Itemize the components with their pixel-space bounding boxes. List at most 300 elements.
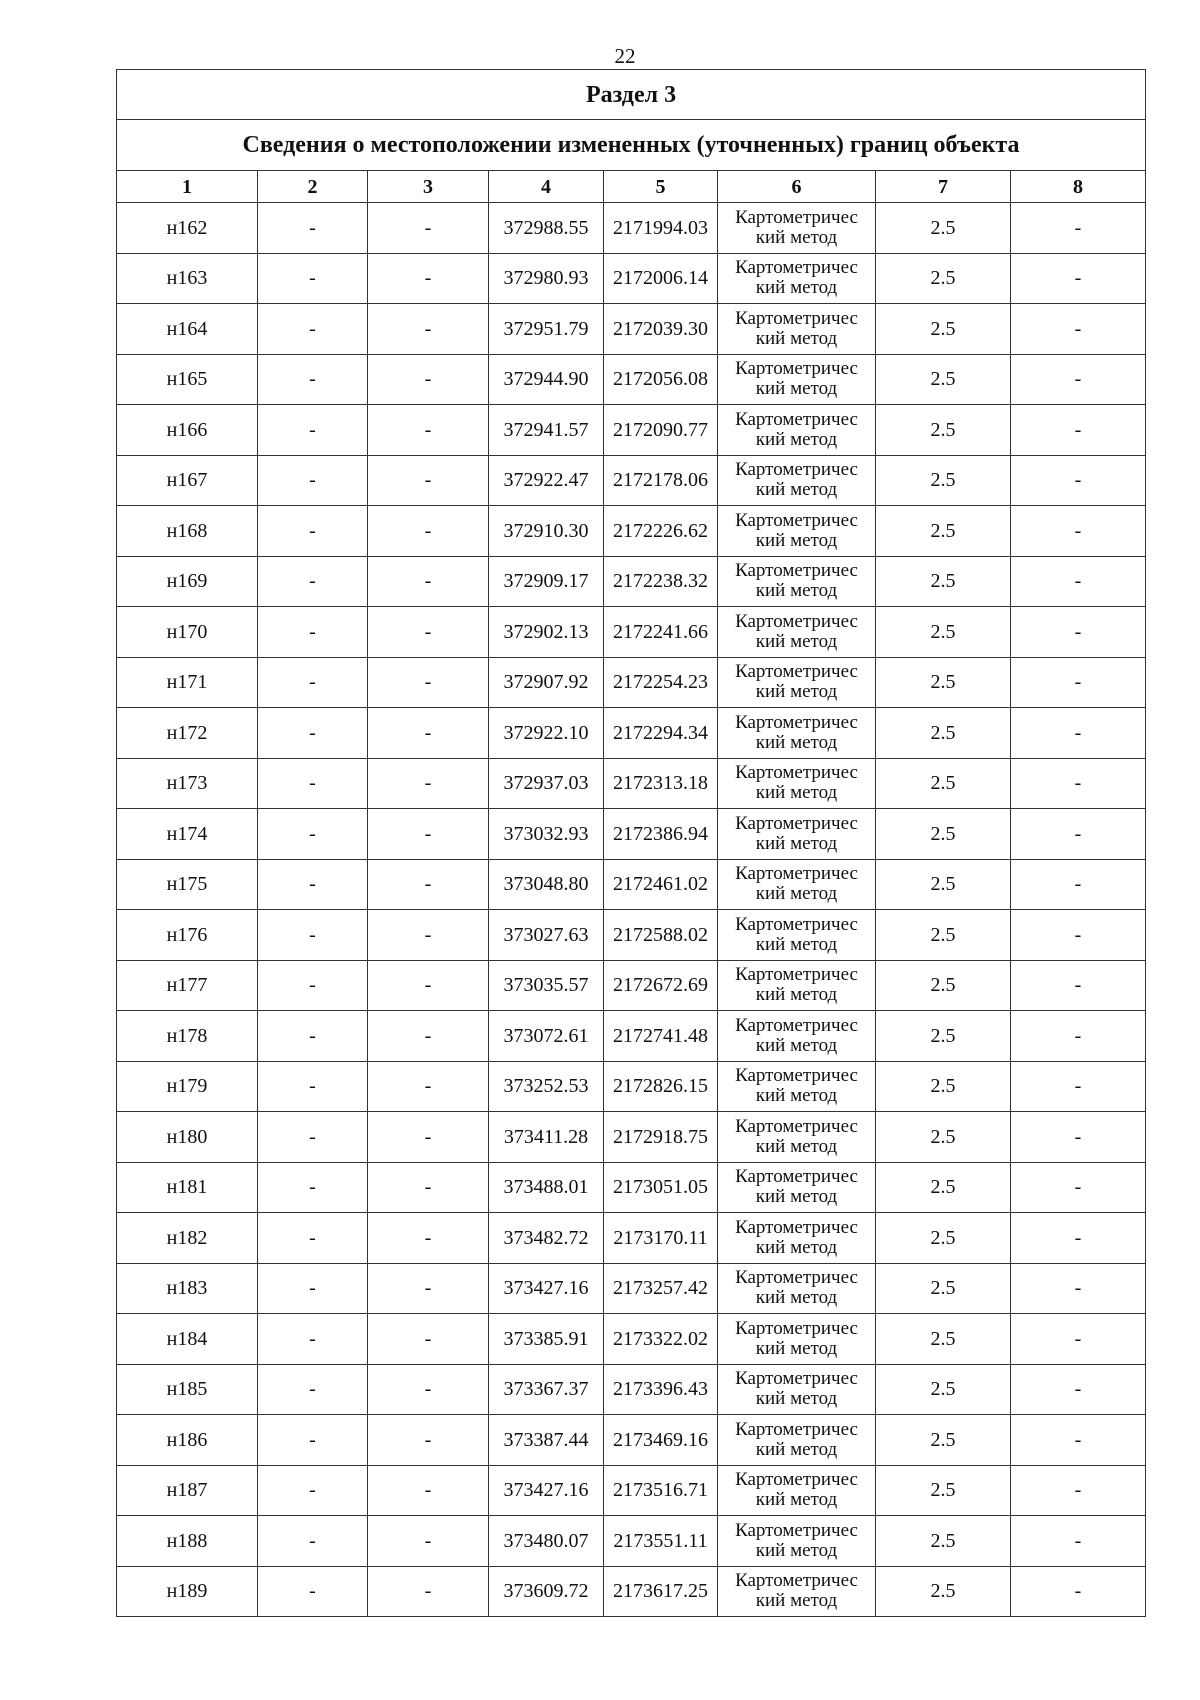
col8-cell: -: [1011, 354, 1146, 405]
accuracy-cell: 2.5: [876, 910, 1011, 961]
col2-cell: -: [258, 960, 368, 1011]
table-row: [117, 1314, 1146, 1365]
x-coordinate-cell: 373252.53: [489, 1061, 604, 1112]
accuracy-cell: 2.5: [876, 1566, 1011, 1617]
col8-cell: -: [1011, 910, 1146, 961]
col8-cell: -: [1011, 1112, 1146, 1163]
method-text-line: кий метод: [755, 1034, 838, 1056]
section-heading-row: [117, 70, 1146, 120]
col3-cell: -: [368, 1263, 489, 1314]
point-number-cell: н183: [117, 1263, 258, 1314]
table-row: [117, 354, 1146, 405]
x-coordinate-cell: 373609.72: [489, 1566, 604, 1617]
y-coordinate-cell: 2173551.11: [604, 1516, 718, 1567]
point-number-cell: н169: [117, 556, 258, 607]
col8-cell: -: [1011, 708, 1146, 759]
col2-cell: -: [258, 1263, 368, 1314]
column-header: 1: [117, 171, 258, 203]
col3-cell: -: [368, 1213, 489, 1264]
method-text-line: кий метод: [755, 883, 838, 905]
col3-cell: -: [368, 1415, 489, 1466]
column-header: 7: [876, 171, 1011, 203]
x-coordinate-cell: 372909.17: [489, 556, 604, 607]
y-coordinate-cell: 2172254.23: [604, 657, 718, 708]
x-coordinate-cell: 372980.93: [489, 253, 604, 304]
y-coordinate-cell: 2173617.25: [604, 1566, 718, 1617]
col3-cell: -: [368, 304, 489, 355]
x-coordinate-cell: 373385.91: [489, 1314, 604, 1365]
x-coordinate-cell: 373482.72: [489, 1213, 604, 1264]
method-text-line: кий метод: [755, 479, 838, 501]
section-title: Раздел 3: [117, 70, 1146, 120]
accuracy-cell: 2.5: [876, 253, 1011, 304]
table-row: [117, 1213, 1146, 1264]
table-row: [117, 758, 1146, 809]
table-row: [117, 657, 1146, 708]
accuracy-cell: 2.5: [876, 556, 1011, 607]
point-number-cell: н166: [117, 405, 258, 456]
col2-cell: -: [258, 809, 368, 860]
y-coordinate-cell: 2173396.43: [604, 1364, 718, 1415]
method-cell: [718, 960, 876, 1011]
method-text-line: Картометричес: [735, 1317, 858, 1339]
method-text-line: Картометричес: [735, 1065, 858, 1087]
accuracy-cell: 2.5: [876, 708, 1011, 759]
method-text-line: кий метод: [755, 1135, 838, 1157]
point-number-cell: н163: [117, 253, 258, 304]
col2-cell: -: [258, 253, 368, 304]
method-cell: [718, 506, 876, 557]
method-cell: [718, 1263, 876, 1314]
method-text-line: Картометричес: [735, 863, 858, 885]
method-text-line: Картометричес: [735, 1166, 858, 1188]
method-text-line: Картометричес: [735, 1570, 858, 1592]
method-text-line: Картометричес: [735, 1368, 858, 1390]
method-text-line: кий метод: [755, 1337, 838, 1359]
table-row: [117, 960, 1146, 1011]
col3-cell: -: [368, 1364, 489, 1415]
col3-cell: -: [368, 203, 489, 254]
y-coordinate-cell: 2172672.69: [604, 960, 718, 1011]
method-text-line: кий метод: [755, 378, 838, 400]
table-row: [117, 1465, 1146, 1516]
method-cell: [718, 1566, 876, 1617]
method-cell: [718, 607, 876, 658]
point-number-cell: н165: [117, 354, 258, 405]
col3-cell: -: [368, 354, 489, 405]
table-row: [117, 304, 1146, 355]
point-number-cell: н178: [117, 1011, 258, 1062]
column-header: 3: [368, 171, 489, 203]
accuracy-cell: 2.5: [876, 1415, 1011, 1466]
table-row: [117, 1011, 1146, 1062]
point-number-cell: н173: [117, 758, 258, 809]
method-text-line: кий метод: [755, 731, 838, 753]
y-coordinate-cell: 2173170.11: [604, 1213, 718, 1264]
col8-cell: -: [1011, 506, 1146, 557]
point-number-cell: н188: [117, 1516, 258, 1567]
column-header: 6: [718, 171, 876, 203]
y-coordinate-cell: 2172226.62: [604, 506, 718, 557]
accuracy-cell: 2.5: [876, 1465, 1011, 1516]
table-row: [117, 1364, 1146, 1415]
accuracy-cell: 2.5: [876, 809, 1011, 860]
method-cell: [718, 455, 876, 506]
accuracy-cell: 2.5: [876, 758, 1011, 809]
col8-cell: -: [1011, 657, 1146, 708]
y-coordinate-cell: 2172006.14: [604, 253, 718, 304]
accuracy-cell: 2.5: [876, 1162, 1011, 1213]
method-text-line: Картометричес: [735, 307, 858, 329]
table-row: [117, 405, 1146, 456]
x-coordinate-cell: 373488.01: [489, 1162, 604, 1213]
method-text-line: кий метод: [755, 1085, 838, 1107]
method-cell: [718, 1061, 876, 1112]
method-cell: [718, 657, 876, 708]
method-text-line: Картометричес: [735, 459, 858, 481]
table-title-row: [117, 120, 1146, 171]
col2-cell: -: [258, 1061, 368, 1112]
col2-cell: -: [258, 607, 368, 658]
method-text-line: Картометричес: [735, 610, 858, 632]
col2-cell: -: [258, 1415, 368, 1466]
col2-cell: -: [258, 657, 368, 708]
col8-cell: -: [1011, 960, 1146, 1011]
col2-cell: -: [258, 455, 368, 506]
x-coordinate-cell: 372922.10: [489, 708, 604, 759]
point-number-cell: н162: [117, 203, 258, 254]
accuracy-cell: 2.5: [876, 607, 1011, 658]
column-number-row: [117, 171, 1146, 203]
col8-cell: -: [1011, 1465, 1146, 1516]
col2-cell: -: [258, 304, 368, 355]
x-coordinate-cell: 373072.61: [489, 1011, 604, 1062]
y-coordinate-cell: 2172918.75: [604, 1112, 718, 1163]
method-text-line: Картометричес: [735, 913, 858, 935]
x-coordinate-cell: 373427.16: [489, 1263, 604, 1314]
point-number-cell: н179: [117, 1061, 258, 1112]
method-text-line: Картометричес: [735, 257, 858, 279]
method-text-line: кий метод: [755, 832, 838, 854]
col3-cell: -: [368, 1516, 489, 1567]
y-coordinate-cell: 2172461.02: [604, 859, 718, 910]
col2-cell: -: [258, 556, 368, 607]
y-coordinate-cell: 2172178.06: [604, 455, 718, 506]
method-cell: [718, 1465, 876, 1516]
col2-cell: -: [258, 203, 368, 254]
col8-cell: -: [1011, 1061, 1146, 1112]
col3-cell: -: [368, 405, 489, 456]
point-number-cell: н171: [117, 657, 258, 708]
point-number-cell: н184: [117, 1314, 258, 1365]
col2-cell: -: [258, 354, 368, 405]
table-row: [117, 506, 1146, 557]
x-coordinate-cell: 372951.79: [489, 304, 604, 355]
point-number-cell: н185: [117, 1364, 258, 1415]
method-text-line: кий метод: [755, 681, 838, 703]
point-number-cell: н172: [117, 708, 258, 759]
col3-cell: -: [368, 1314, 489, 1365]
y-coordinate-cell: 2173051.05: [604, 1162, 718, 1213]
accuracy-cell: 2.5: [876, 1364, 1011, 1415]
point-number-cell: н167: [117, 455, 258, 506]
method-text-line: кий метод: [755, 933, 838, 955]
col3-cell: -: [368, 708, 489, 759]
method-text-line: кий метод: [755, 1388, 838, 1410]
table-row: [117, 1516, 1146, 1567]
method-text-line: Картометричес: [735, 1469, 858, 1491]
col2-cell: -: [258, 910, 368, 961]
table-row: [117, 809, 1146, 860]
method-text-line: кий метод: [755, 327, 838, 349]
table-row: [117, 708, 1146, 759]
y-coordinate-cell: 2173516.71: [604, 1465, 718, 1516]
method-text-line: Картометричес: [735, 1216, 858, 1238]
accuracy-cell: 2.5: [876, 304, 1011, 355]
col2-cell: -: [258, 1566, 368, 1617]
col8-cell: -: [1011, 1162, 1146, 1213]
col2-cell: -: [258, 1516, 368, 1567]
col8-cell: -: [1011, 1566, 1146, 1617]
accuracy-cell: 2.5: [876, 203, 1011, 254]
y-coordinate-cell: 2172241.66: [604, 607, 718, 658]
method-text-line: Картометричес: [735, 812, 858, 834]
col3-cell: -: [368, 253, 489, 304]
col2-cell: -: [258, 1465, 368, 1516]
x-coordinate-cell: 373480.07: [489, 1516, 604, 1567]
y-coordinate-cell: 2172313.18: [604, 758, 718, 809]
method-text-line: Картометричес: [735, 560, 858, 582]
y-coordinate-cell: 2173257.42: [604, 1263, 718, 1314]
col2-cell: -: [258, 1364, 368, 1415]
method-cell: [718, 556, 876, 607]
x-coordinate-cell: 373411.28: [489, 1112, 604, 1163]
col8-cell: -: [1011, 203, 1146, 254]
method-text-line: Картометричес: [735, 1014, 858, 1036]
method-text-line: Картометричес: [735, 358, 858, 380]
method-cell: [718, 1415, 876, 1466]
col8-cell: -: [1011, 455, 1146, 506]
method-text-line: кий метод: [755, 782, 838, 804]
col8-cell: -: [1011, 1263, 1146, 1314]
column-header: 2: [258, 171, 368, 203]
col2-cell: -: [258, 1314, 368, 1365]
table-row: [117, 607, 1146, 658]
method-cell: [718, 1516, 876, 1567]
method-cell: [718, 1011, 876, 1062]
point-number-cell: н176: [117, 910, 258, 961]
x-coordinate-cell: 373032.93: [489, 809, 604, 860]
method-cell: [718, 354, 876, 405]
accuracy-cell: 2.5: [876, 354, 1011, 405]
col8-cell: -: [1011, 1213, 1146, 1264]
x-coordinate-cell: 372910.30: [489, 506, 604, 557]
table-row: [117, 203, 1146, 254]
col2-cell: -: [258, 1162, 368, 1213]
y-coordinate-cell: 2172090.77: [604, 405, 718, 456]
accuracy-cell: 2.5: [876, 1061, 1011, 1112]
col3-cell: -: [368, 455, 489, 506]
x-coordinate-cell: 372902.13: [489, 607, 604, 658]
y-coordinate-cell: 2172238.32: [604, 556, 718, 607]
method-cell: [718, 405, 876, 456]
method-text-line: Картометричес: [735, 1267, 858, 1289]
point-number-cell: н175: [117, 859, 258, 910]
col2-cell: -: [258, 859, 368, 910]
point-number-cell: н164: [117, 304, 258, 355]
accuracy-cell: 2.5: [876, 1011, 1011, 1062]
col2-cell: -: [258, 758, 368, 809]
point-number-cell: н168: [117, 506, 258, 557]
point-number-cell: н187: [117, 1465, 258, 1516]
table-row: [117, 253, 1146, 304]
method-cell: [718, 1364, 876, 1415]
boundary-coordinates-table: [116, 69, 1146, 1617]
method-text-line: кий метод: [755, 1438, 838, 1460]
col3-cell: -: [368, 1465, 489, 1516]
method-cell: [718, 758, 876, 809]
accuracy-cell: 2.5: [876, 960, 1011, 1011]
col3-cell: -: [368, 1112, 489, 1163]
table-title: Сведения о местоположении измененных (уточненных) границ объекта: [117, 120, 1146, 171]
col3-cell: -: [368, 758, 489, 809]
method-text-line: кий метод: [755, 630, 838, 652]
accuracy-cell: 2.5: [876, 657, 1011, 708]
table-row: [117, 910, 1146, 961]
accuracy-cell: 2.5: [876, 1314, 1011, 1365]
method-text-line: Картометричес: [735, 711, 858, 733]
method-text-line: кий метод: [755, 984, 838, 1006]
column-header: 4: [489, 171, 604, 203]
y-coordinate-cell: 2171994.03: [604, 203, 718, 254]
x-coordinate-cell: 372907.92: [489, 657, 604, 708]
method-cell: [718, 1162, 876, 1213]
col3-cell: -: [368, 556, 489, 607]
page-number: 22: [614, 44, 636, 68]
method-cell: [718, 1112, 876, 1163]
col3-cell: -: [368, 1061, 489, 1112]
method-text-line: Картометричес: [735, 206, 858, 228]
col2-cell: -: [258, 708, 368, 759]
col8-cell: -: [1011, 304, 1146, 355]
table-row: [117, 1061, 1146, 1112]
point-number-cell: н186: [117, 1415, 258, 1466]
col8-cell: -: [1011, 809, 1146, 860]
y-coordinate-cell: 2172741.48: [604, 1011, 718, 1062]
method-text-line: Картометричес: [735, 1418, 858, 1440]
y-coordinate-cell: 2172826.15: [604, 1061, 718, 1112]
col2-cell: -: [258, 506, 368, 557]
col8-cell: -: [1011, 1415, 1146, 1466]
table-row: [117, 1566, 1146, 1617]
point-number-cell: н180: [117, 1112, 258, 1163]
col3-cell: -: [368, 859, 489, 910]
col2-cell: -: [258, 1011, 368, 1062]
method-cell: [718, 910, 876, 961]
table-row: [117, 1112, 1146, 1163]
point-number-cell: н181: [117, 1162, 258, 1213]
col8-cell: -: [1011, 1314, 1146, 1365]
method-text-line: Картометричес: [735, 762, 858, 784]
accuracy-cell: 2.5: [876, 506, 1011, 557]
method-text-line: кий метод: [755, 428, 838, 450]
accuracy-cell: 2.5: [876, 455, 1011, 506]
y-coordinate-cell: 2172294.34: [604, 708, 718, 759]
x-coordinate-cell: 372922.47: [489, 455, 604, 506]
col2-cell: -: [258, 405, 368, 456]
accuracy-cell: 2.5: [876, 1112, 1011, 1163]
col8-cell: -: [1011, 758, 1146, 809]
y-coordinate-cell: 2172039.30: [604, 304, 718, 355]
method-cell: [718, 253, 876, 304]
col3-cell: -: [368, 809, 489, 860]
col3-cell: -: [368, 1011, 489, 1062]
y-coordinate-cell: 2172056.08: [604, 354, 718, 405]
col8-cell: -: [1011, 405, 1146, 456]
method-text-line: кий метод: [755, 580, 838, 602]
table-body: [117, 70, 1146, 1617]
x-coordinate-cell: 373367.37: [489, 1364, 604, 1415]
method-text-line: кий метод: [755, 1539, 838, 1561]
y-coordinate-cell: 2172588.02: [604, 910, 718, 961]
col8-cell: -: [1011, 1364, 1146, 1415]
col8-cell: -: [1011, 556, 1146, 607]
method-text-line: кий метод: [755, 226, 838, 248]
col8-cell: -: [1011, 859, 1146, 910]
method-text-line: Картометричес: [735, 1115, 858, 1137]
method-cell: [718, 1213, 876, 1264]
method-text-line: Картометричес: [735, 1519, 858, 1541]
col3-cell: -: [368, 657, 489, 708]
x-coordinate-cell: 372941.57: [489, 405, 604, 456]
x-coordinate-cell: 373027.63: [489, 910, 604, 961]
column-header: 5: [604, 171, 718, 203]
point-number-cell: н174: [117, 809, 258, 860]
x-coordinate-cell: 373035.57: [489, 960, 604, 1011]
col2-cell: -: [258, 1213, 368, 1264]
y-coordinate-cell: 2173469.16: [604, 1415, 718, 1466]
table-row: [117, 1162, 1146, 1213]
col8-cell: -: [1011, 1516, 1146, 1567]
method-text-line: кий метод: [755, 1489, 838, 1511]
method-cell: [718, 304, 876, 355]
point-number-cell: н182: [117, 1213, 258, 1264]
accuracy-cell: 2.5: [876, 405, 1011, 456]
col3-cell: -: [368, 910, 489, 961]
point-number-cell: н177: [117, 960, 258, 1011]
method-cell: [718, 809, 876, 860]
method-cell: [718, 1314, 876, 1365]
method-text-line: Картометричес: [735, 408, 858, 430]
accuracy-cell: 2.5: [876, 1263, 1011, 1314]
column-header: 8: [1011, 171, 1146, 203]
point-number-cell: н189: [117, 1566, 258, 1617]
method-text-line: кий метод: [755, 529, 838, 551]
y-coordinate-cell: 2173322.02: [604, 1314, 718, 1365]
col3-cell: -: [368, 506, 489, 557]
method-text-line: Картометричес: [735, 661, 858, 683]
method-cell: [718, 708, 876, 759]
x-coordinate-cell: 372937.03: [489, 758, 604, 809]
method-text-line: кий метод: [755, 1287, 838, 1309]
x-coordinate-cell: 373427.16: [489, 1465, 604, 1516]
x-coordinate-cell: 373387.44: [489, 1415, 604, 1466]
x-coordinate-cell: 373048.80: [489, 859, 604, 910]
col8-cell: -: [1011, 1011, 1146, 1062]
method-cell: [718, 859, 876, 910]
method-text-line: кий метод: [755, 1236, 838, 1258]
table-row: [117, 859, 1146, 910]
